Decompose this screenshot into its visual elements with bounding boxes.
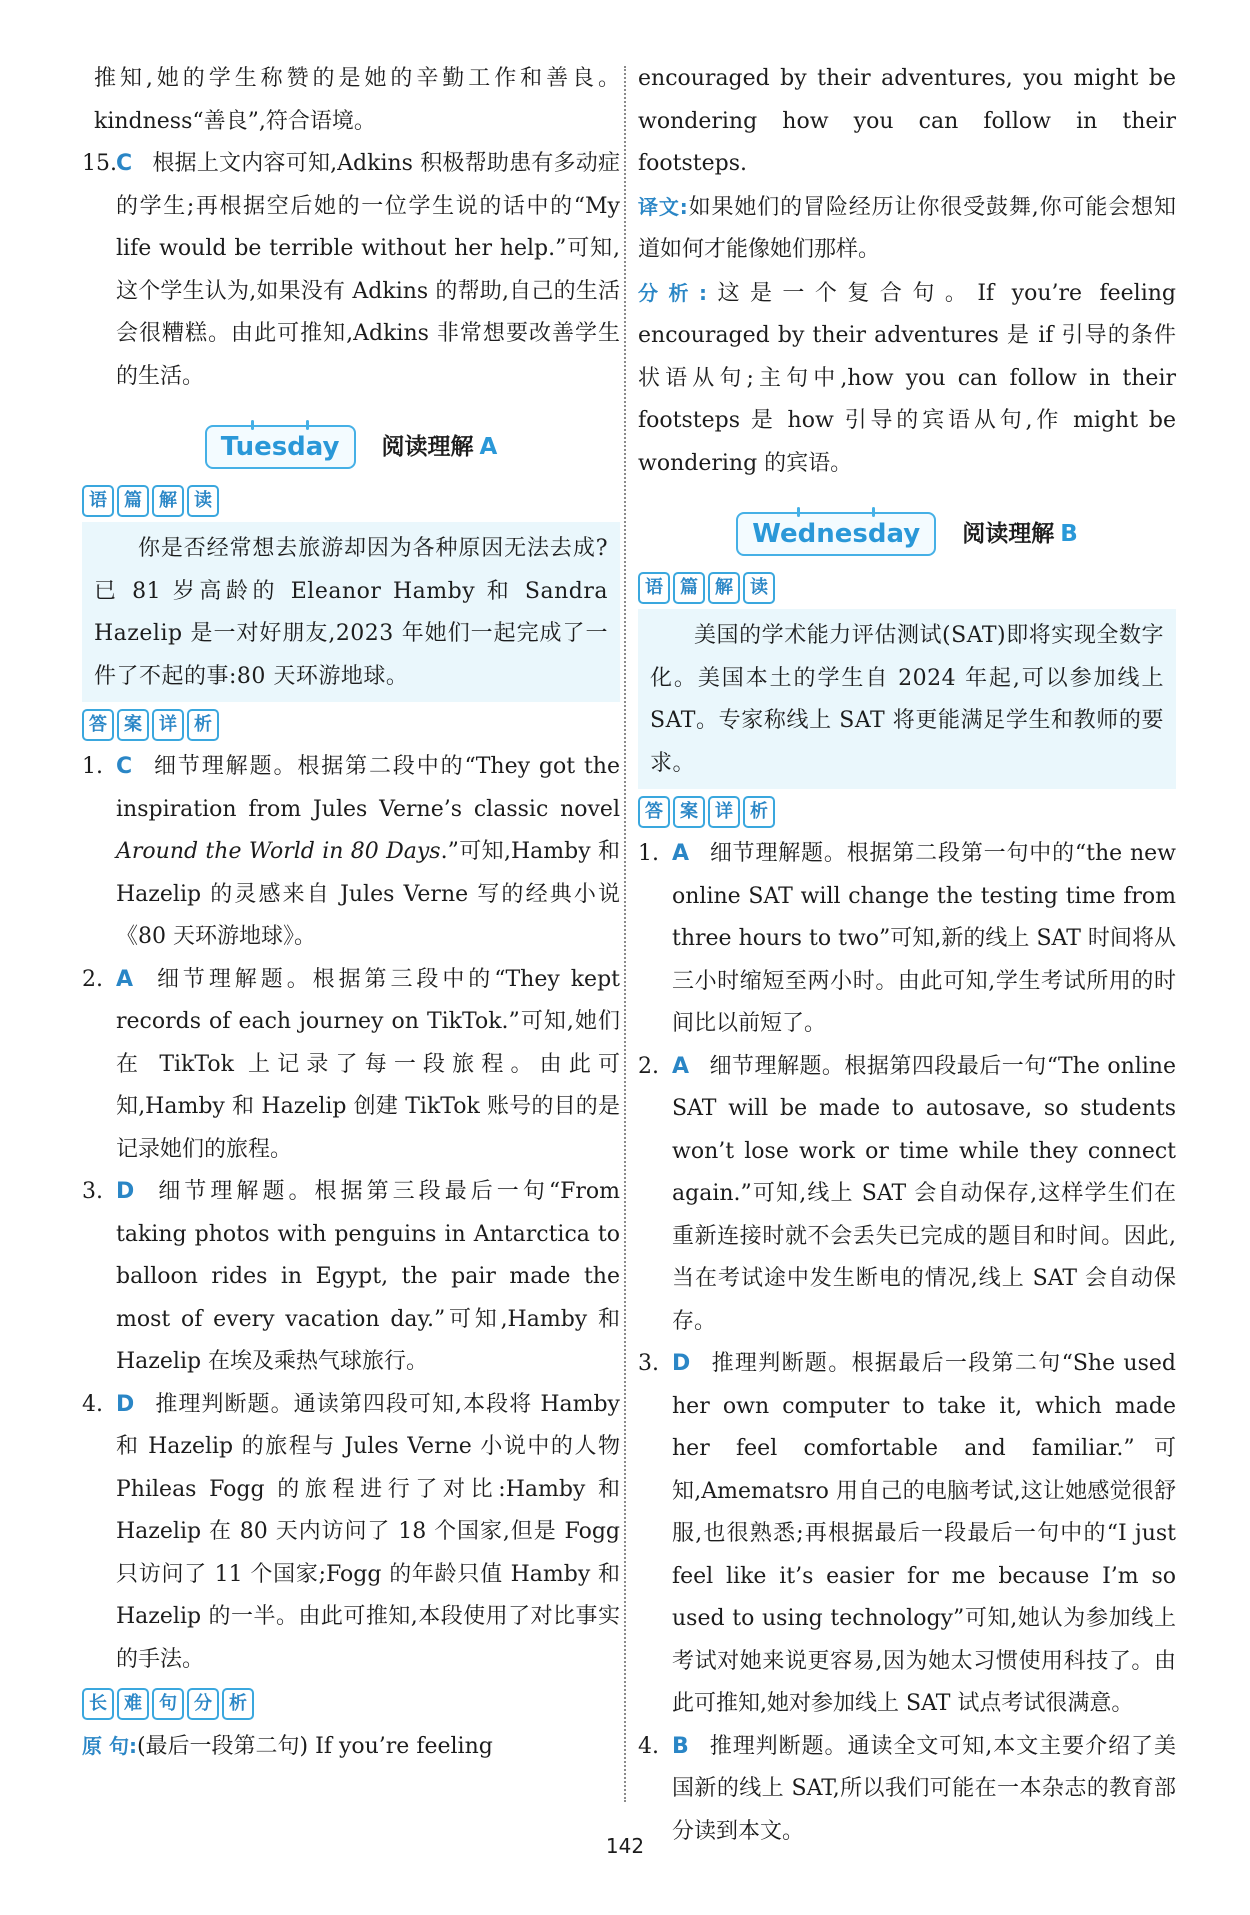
answer-explanation-cont: .”可知,Hamby 和 Hazelip 的灵感来自 Jules Verne 写的经典小说《80 天环游地球》。 <box>116 839 620 949</box>
tag-char: 析 <box>187 709 219 741</box>
tag-char: 篇 <box>117 485 149 517</box>
tag-passage-reading <box>82 484 620 518</box>
column-divider <box>624 66 626 1802</box>
section-letter: B <box>1060 520 1078 547</box>
answer-explanation: 细节理解题。根据第二段中的“They got the inspiration from Jules Verne’s classic novel <box>116 754 620 822</box>
tag-char: 难 <box>117 1688 149 1720</box>
item-number: 15. <box>82 151 117 176</box>
section-title <box>382 426 498 469</box>
tag-char: 句 <box>152 1688 184 1720</box>
answer-explanation: 推理判断题。通读第四段可知,本段将 Hamby 和 Hazelip 的旅程与 Jules Verne 小说中的人物 Phileas Fogg 的旅程进行了对比:Hamby 和 Hazelip 在 80 天内访问了 18 个国家,但是 Fogg 只访问了 11 个国家;Fogg 的年龄只值 Hamby 和 Hazelip 的一半。由此可推知,本段使用了对比事实的手法。 <box>116 1391 620 1672</box>
section-letter: A <box>479 433 498 460</box>
section-title-text: 阅读理解 <box>962 520 1055 547</box>
section-header-tuesday <box>82 422 620 472</box>
translation <box>638 186 1176 272</box>
tag-char: 篇 <box>673 572 705 604</box>
answer-letter: B <box>672 1733 689 1759</box>
answer-explanation: 根据上文内容可知,Adkins 积极帮助患有多动症的学生;再根据空后她的一位学生说的话中的“My life would be terrible without her help.”可知,这个学生认为,如果没有 Adkins 的帮助,自己的生活会很糟糕。由此可推知,Adkins 非常想要改善学生的生活。 <box>116 151 620 389</box>
tag-long-sentence-analysis <box>82 1687 620 1721</box>
tag-answer-analysis <box>638 795 1176 829</box>
section-header-wednesday <box>638 509 1176 559</box>
answer-item-2 <box>82 959 620 1172</box>
continued-text: 推知,她的学生称赞的是她的辛勤工作和善良。kindness“善良”,符合语境。 <box>94 66 620 134</box>
right-column <box>638 58 1176 1853</box>
item-number: 3. <box>82 1179 103 1204</box>
tag-char: 答 <box>82 709 114 741</box>
tag-char: 解 <box>708 572 740 604</box>
section-title-text: 阅读理解 <box>381 433 474 460</box>
item-number: 4. <box>638 1733 659 1759</box>
answer-explanation: 推理判断题。根据最后一段第二句“She used her own computer to take it, which made her feel comfortable and familiar.”可知,Amematsro 用自己的电脑考试,这让她感觉很舒服,也很熟悉;再根据最后一段最后一句中的“I just feel like it’s easier for me because I’m so used to using technology”可知,她认为参加线上考试对她来说更容易,因为她太习惯使用科技了。由此可推知,她对参加线上 SAT 试点考试很满意。 <box>672 1351 1176 1716</box>
tag-char: 析 <box>222 1688 254 1720</box>
tag-char: 详 <box>152 709 184 741</box>
translation-label: 译文: <box>638 194 688 219</box>
answer-item-3 <box>82 1171 620 1384</box>
original-label: 原 句: <box>82 1734 137 1758</box>
answer-item-1 <box>82 746 620 959</box>
tag-char: 长 <box>82 1688 114 1720</box>
analysis-label: 分析: <box>638 280 707 305</box>
analysis <box>638 272 1176 486</box>
continued-text: encouraged by their adventures, you might be wondering how you can follow in their footsteps. <box>638 66 1176 176</box>
tag-char: 答 <box>638 796 670 828</box>
answer-explanation: 细节理解题。根据第四段最后一句“The online SAT will be made to autosave, so students won’t lose work or time while they connect again.”可知,线上 SAT 会自动保存,这样学生们在重新连接时就不会丢失已完成的题目和时间。因此,当在考试途中发生断电的情况,线上 SAT 会自动保存。 <box>672 1053 1176 1334</box>
page-number: 142 <box>605 1834 645 1858</box>
book-title: Around the World in 80 Days <box>116 839 441 864</box>
passage-summary: 美国的学术能力评估测试(SAT)即将实现全数字化。美国本土的学生自 2024 年起,可以参加线上 SAT。专家称线上 SAT 将更能满足学生和教师的要求。 <box>638 609 1176 789</box>
answer-letter: D <box>116 1179 135 1204</box>
answer-item-3 <box>638 1343 1176 1726</box>
original-text: (最后一段第二句) If you’re feeling <box>136 1734 493 1759</box>
item-number: 1. <box>638 841 659 866</box>
tag-char: 案 <box>673 796 705 828</box>
translation-text: 如果她们的冒险经历让你很受鼓舞,你可能会想知道如何才能像她们那样。 <box>638 194 1176 262</box>
answer-letter: C <box>116 754 133 779</box>
tag-char: 分 <box>187 1688 219 1720</box>
tag-answer-analysis <box>82 708 620 742</box>
tag-char: 语 <box>82 485 114 517</box>
tag-char: 语 <box>638 572 670 604</box>
item-number: 1. <box>82 754 103 779</box>
tag-char: 案 <box>117 709 149 741</box>
answer-explanation: 细节理解题。根据第三段中的“They kept records of each journey on TikTok.”可知,她们在 TikTok 上记录了每一段旅程。由此可知,Hamby 和 Hazelip 创建 TikTok 账号的目的是记录她们的旅程。 <box>116 966 620 1162</box>
item-number: 2. <box>638 1053 659 1079</box>
passage-summary: 你是否经常想去旅游却因为各种原因无法去成?已 81 岁高龄的 Eleanor Hamby 和 Sandra Hazelip 是一对好朋友,2023 年她们一起完成了一件了不起的事:80 天环游地球。 <box>82 522 620 702</box>
tag-char: 详 <box>708 796 740 828</box>
answer-letter: D <box>672 1351 691 1376</box>
answer-letter: A <box>672 841 690 866</box>
analysis-text: 这是一个复合句。If you’re feeling encouraged by their adventures 是 if 引导的条件状语从句;主句中,how you can follow in their footsteps 是 how 引导的宾语从句,作 might be wondering 的宾语。 <box>638 280 1176 476</box>
left-column <box>82 58 620 1769</box>
tag-char: 析 <box>743 796 775 828</box>
day-badge: Tuesday <box>205 425 356 469</box>
answer-letter: A <box>116 966 134 992</box>
answer-item-2 <box>638 1046 1176 1344</box>
tag-char: 读 <box>743 572 775 604</box>
original-sentence <box>82 1725 620 1769</box>
answer-explanation: 细节理解题。根据第三段最后一句“From taking photos with penguins in Antarctica to balloon rides in Egypt, the pair made the most of every vacation day.”可知,Hamby 和 Hazelip 在埃及乘热气球旅行。 <box>116 1179 620 1374</box>
answer-item-15 <box>82 143 620 398</box>
answer-explanation: 推理判断题。通读全文可知,本文主要介绍了美国新的线上 SAT,所以我们可能在一本杂志的教育部分读到本文。 <box>672 1733 1176 1844</box>
item-number: 4. <box>82 1391 103 1417</box>
tag-char: 读 <box>187 485 219 517</box>
item-number: 2. <box>82 966 103 992</box>
tag-passage-reading <box>638 571 1176 605</box>
answer-letter: D <box>116 1391 135 1417</box>
day-badge: Wednesday <box>736 512 936 556</box>
answer-explanation: 细节理解题。根据第二段第一句中的“the new online SAT will change the testing time from three hours to two”可知,新的线上 SAT 时间将从三小时缩短至两小时。由此可知,学生考试所用的时间比以前短了。 <box>672 841 1176 1036</box>
answer-item-1 <box>638 833 1176 1046</box>
answer-letter: A <box>672 1053 690 1079</box>
tag-char: 解 <box>152 485 184 517</box>
answer-letter: C <box>116 151 133 176</box>
item-number: 3. <box>638 1351 659 1376</box>
answer-item-4 <box>82 1384 620 1682</box>
section-title <box>962 513 1078 556</box>
